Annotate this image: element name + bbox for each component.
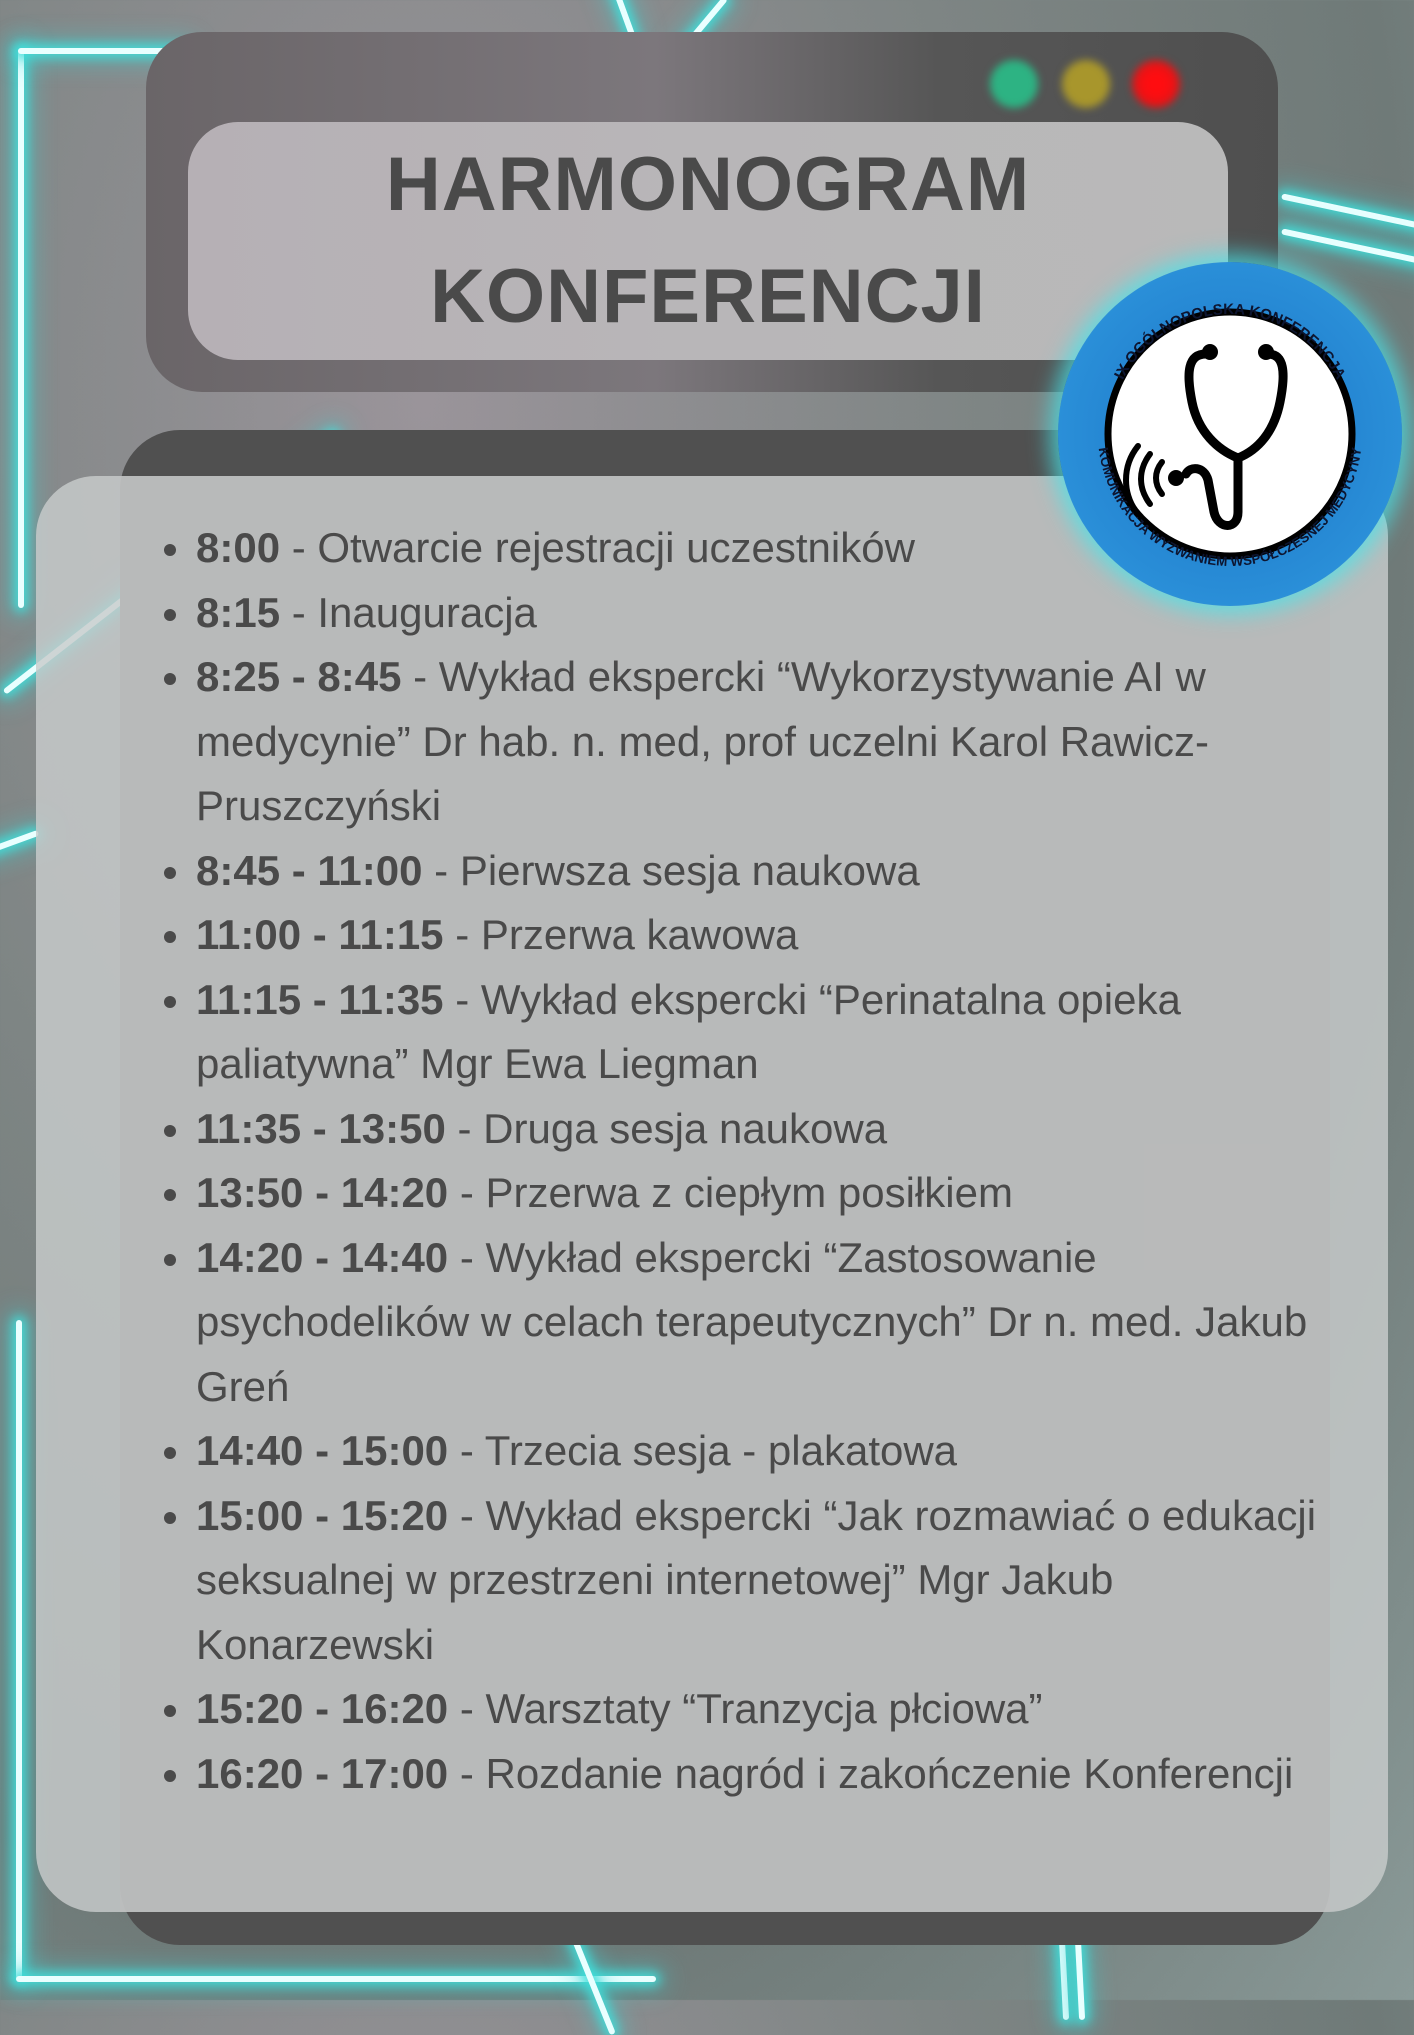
red-light-icon xyxy=(1132,60,1180,108)
schedule-time: 8:45 - 11:00 xyxy=(196,846,423,894)
schedule-desc: - Druga sesja naukowa xyxy=(445,1104,888,1152)
badge-bottom-text: KOMUNIKACJA WYZWANIEM WSPÓŁCZESNEJ MEDYCYNY xyxy=(1095,446,1365,570)
page-title-line1: HARMONOGRAM xyxy=(385,142,1031,227)
schedule-desc: - Inauguracja xyxy=(280,588,537,636)
neon-line xyxy=(18,48,24,608)
schedule-item xyxy=(196,1419,1346,1484)
neon-line xyxy=(0,830,39,856)
schedule-item xyxy=(196,1226,1346,1420)
schedule-desc: - Warsztaty “Tranzycja płciowa” xyxy=(448,1685,1043,1732)
green-light-icon xyxy=(990,60,1038,108)
yellow-light-icon xyxy=(1062,60,1110,108)
badge-top-text: IX OGÓLNOPOLSKA KONFERENCJA xyxy=(1111,300,1349,383)
neon-line xyxy=(1281,193,1414,232)
schedule-item xyxy=(196,1742,1346,1807)
schedule-desc: - Rozdanie nagród i zakończenie Konferencji xyxy=(448,1749,1294,1797)
schedule-time: 14:40 - 15:00 xyxy=(196,1427,449,1474)
schedule-desc: - Otwarcie rejestracji uczestników xyxy=(280,524,915,571)
schedule-time: 14:20 - 14:40 xyxy=(196,1233,449,1281)
schedule-desc: - Przerwa z ciepłym posiłkiem xyxy=(448,1169,1013,1216)
schedule-time: 11:00 - 11:15 xyxy=(196,911,444,958)
schedule-desc: - Wykład ekspercki “Wykorzystywanie AI w medycynie” Dr hab. n. med, prof uczelni Karol Rawicz-Pruszczyński xyxy=(196,653,1210,829)
schedule-item xyxy=(196,1484,1346,1678)
schedule-time: 15:20 - 16:20 xyxy=(196,1685,449,1732)
schedule-list xyxy=(152,516,1346,1806)
schedule-desc: - Wykład ekspercki “Perinatalna opieka paliatywna” Mgr Ewa Liegman xyxy=(196,975,1181,1087)
schedule-desc: - Przerwa kawowa xyxy=(443,911,799,958)
schedule-desc: - Pierwsza sesja naukowa xyxy=(422,846,920,894)
schedule-item xyxy=(196,968,1346,1097)
schedule-time: 8:15 xyxy=(196,588,281,636)
schedule-desc: - Wykład ekspercki “Zastosowanie psychodelików w celach terapeutycznych” Dr n. med. Jakub Greń xyxy=(196,1233,1308,1410)
schedule-time: 8:25 - 8:45 xyxy=(196,653,402,700)
schedule-time: 15:00 - 15:20 xyxy=(196,1491,449,1539)
schedule-item xyxy=(196,839,1346,904)
conference-logo-badge xyxy=(1058,262,1402,606)
page-title-line2: KONFERENCJI xyxy=(430,254,986,339)
schedule-desc: - Wykład ekspercki “Jak rozmawiać o edukacji seksualnej w przestrzeni internetowej” Mgr Jakub Konarzewski xyxy=(196,1491,1317,1668)
schedule-item xyxy=(196,1161,1346,1226)
neon-line xyxy=(16,1976,656,1982)
schedule-time: 16:20 - 17:00 xyxy=(196,1749,449,1797)
schedule-time: 13:50 - 14:20 xyxy=(196,1169,449,1216)
schedule-time: 11:15 - 11:35 xyxy=(196,975,444,1023)
badge-graphic xyxy=(1058,262,1402,606)
schedule-item xyxy=(196,1097,1346,1162)
schedule-time: 8:00 xyxy=(196,524,281,571)
schedule-time: 11:35 - 13:50 xyxy=(196,1104,446,1152)
schedule-item xyxy=(196,1677,1346,1742)
schedule-desc: - Trzecia sesja - plakatowa xyxy=(448,1427,958,1474)
schedule-item xyxy=(196,645,1346,839)
schedule-item xyxy=(196,903,1346,968)
neon-line xyxy=(16,1320,22,1980)
